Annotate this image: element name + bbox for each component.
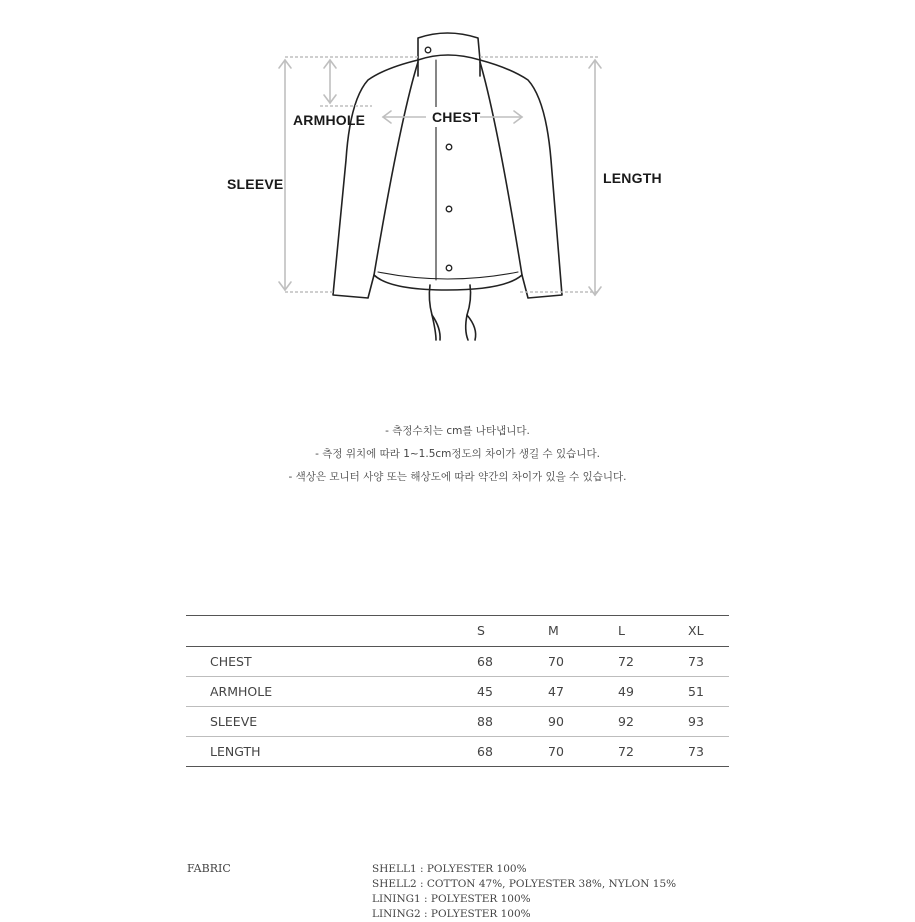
table-row-armhole bbox=[186, 677, 729, 707]
fabric-line: LINING2 : POLYESTER 100% bbox=[372, 908, 531, 920]
note-line: - 측정수치는 cm를 나타냅니다. bbox=[385, 425, 530, 437]
chest-label: CHEST bbox=[432, 109, 481, 125]
front-button bbox=[446, 265, 452, 271]
collar-outline bbox=[418, 33, 480, 60]
hem-channel bbox=[378, 272, 518, 279]
cell-value: 45 bbox=[477, 684, 493, 699]
length-label: LENGTH bbox=[603, 170, 662, 186]
fabric-line: LINING1 : POLYESTER 100% bbox=[372, 893, 531, 905]
column-header-l: L bbox=[618, 623, 625, 638]
fabric-composition bbox=[372, 862, 676, 922]
column-header-s: S bbox=[477, 623, 485, 638]
cell-value: 49 bbox=[618, 684, 634, 699]
cell-value: 68 bbox=[477, 654, 493, 669]
column-header-m: M bbox=[548, 623, 559, 638]
cell-value: 47 bbox=[548, 684, 564, 699]
right-drawcord-loop bbox=[467, 315, 476, 340]
cell-value: 73 bbox=[688, 654, 704, 669]
table-row-chest bbox=[186, 647, 729, 677]
table-row-length bbox=[186, 737, 729, 767]
right-raglan-seam bbox=[480, 62, 522, 275]
cell-value: 88 bbox=[477, 714, 493, 729]
cell-value: 92 bbox=[618, 714, 634, 729]
fabric-line: SHELL1 : POLYESTER 100% bbox=[372, 863, 527, 875]
jacket-size-diagram bbox=[0, 0, 915, 360]
column-header-xl: XL bbox=[688, 623, 704, 638]
fabric-label: FABRIC bbox=[187, 862, 231, 875]
cell-value: 70 bbox=[548, 744, 564, 759]
body-outline bbox=[333, 60, 562, 298]
collar-button bbox=[425, 47, 431, 53]
measurement-notes bbox=[0, 420, 915, 489]
cell-value: 72 bbox=[618, 654, 634, 669]
right-drawcord bbox=[466, 285, 471, 340]
size-table bbox=[186, 615, 729, 767]
cell-value: 90 bbox=[548, 714, 564, 729]
row-label: LENGTH bbox=[210, 744, 261, 759]
front-button bbox=[446, 144, 452, 150]
table-header-row bbox=[186, 615, 729, 647]
table-row-sleeve bbox=[186, 707, 729, 737]
jacket-illustration bbox=[0, 0, 915, 360]
left-raglan-seam bbox=[374, 62, 418, 275]
note-line: - 색상은 모니터 사양 또는 해상도에 따라 약간의 차이가 있을 수 있습니다. bbox=[288, 471, 627, 483]
armhole-label: ARMHOLE bbox=[293, 112, 366, 128]
cell-value: 51 bbox=[688, 684, 704, 699]
cell-value: 72 bbox=[618, 744, 634, 759]
row-label: ARMHOLE bbox=[210, 684, 273, 699]
row-label: SLEEVE bbox=[210, 714, 258, 729]
cell-value: 68 bbox=[477, 744, 493, 759]
cell-value: 73 bbox=[688, 744, 704, 759]
cell-value: 93 bbox=[688, 714, 704, 729]
cell-value: 70 bbox=[548, 654, 564, 669]
front-button bbox=[446, 206, 452, 212]
fabric-line: SHELL2 : COTTON 47%, POLYESTER 38%, NYLON 15% bbox=[372, 878, 677, 890]
sleeve-label: SLEEVE bbox=[227, 176, 284, 192]
note-line: - 측정 위치에 따라 1~1.5cm정도의 차이가 생길 수 있습니다. bbox=[315, 448, 600, 460]
row-label: CHEST bbox=[210, 654, 252, 669]
left-drawcord bbox=[429, 285, 436, 340]
